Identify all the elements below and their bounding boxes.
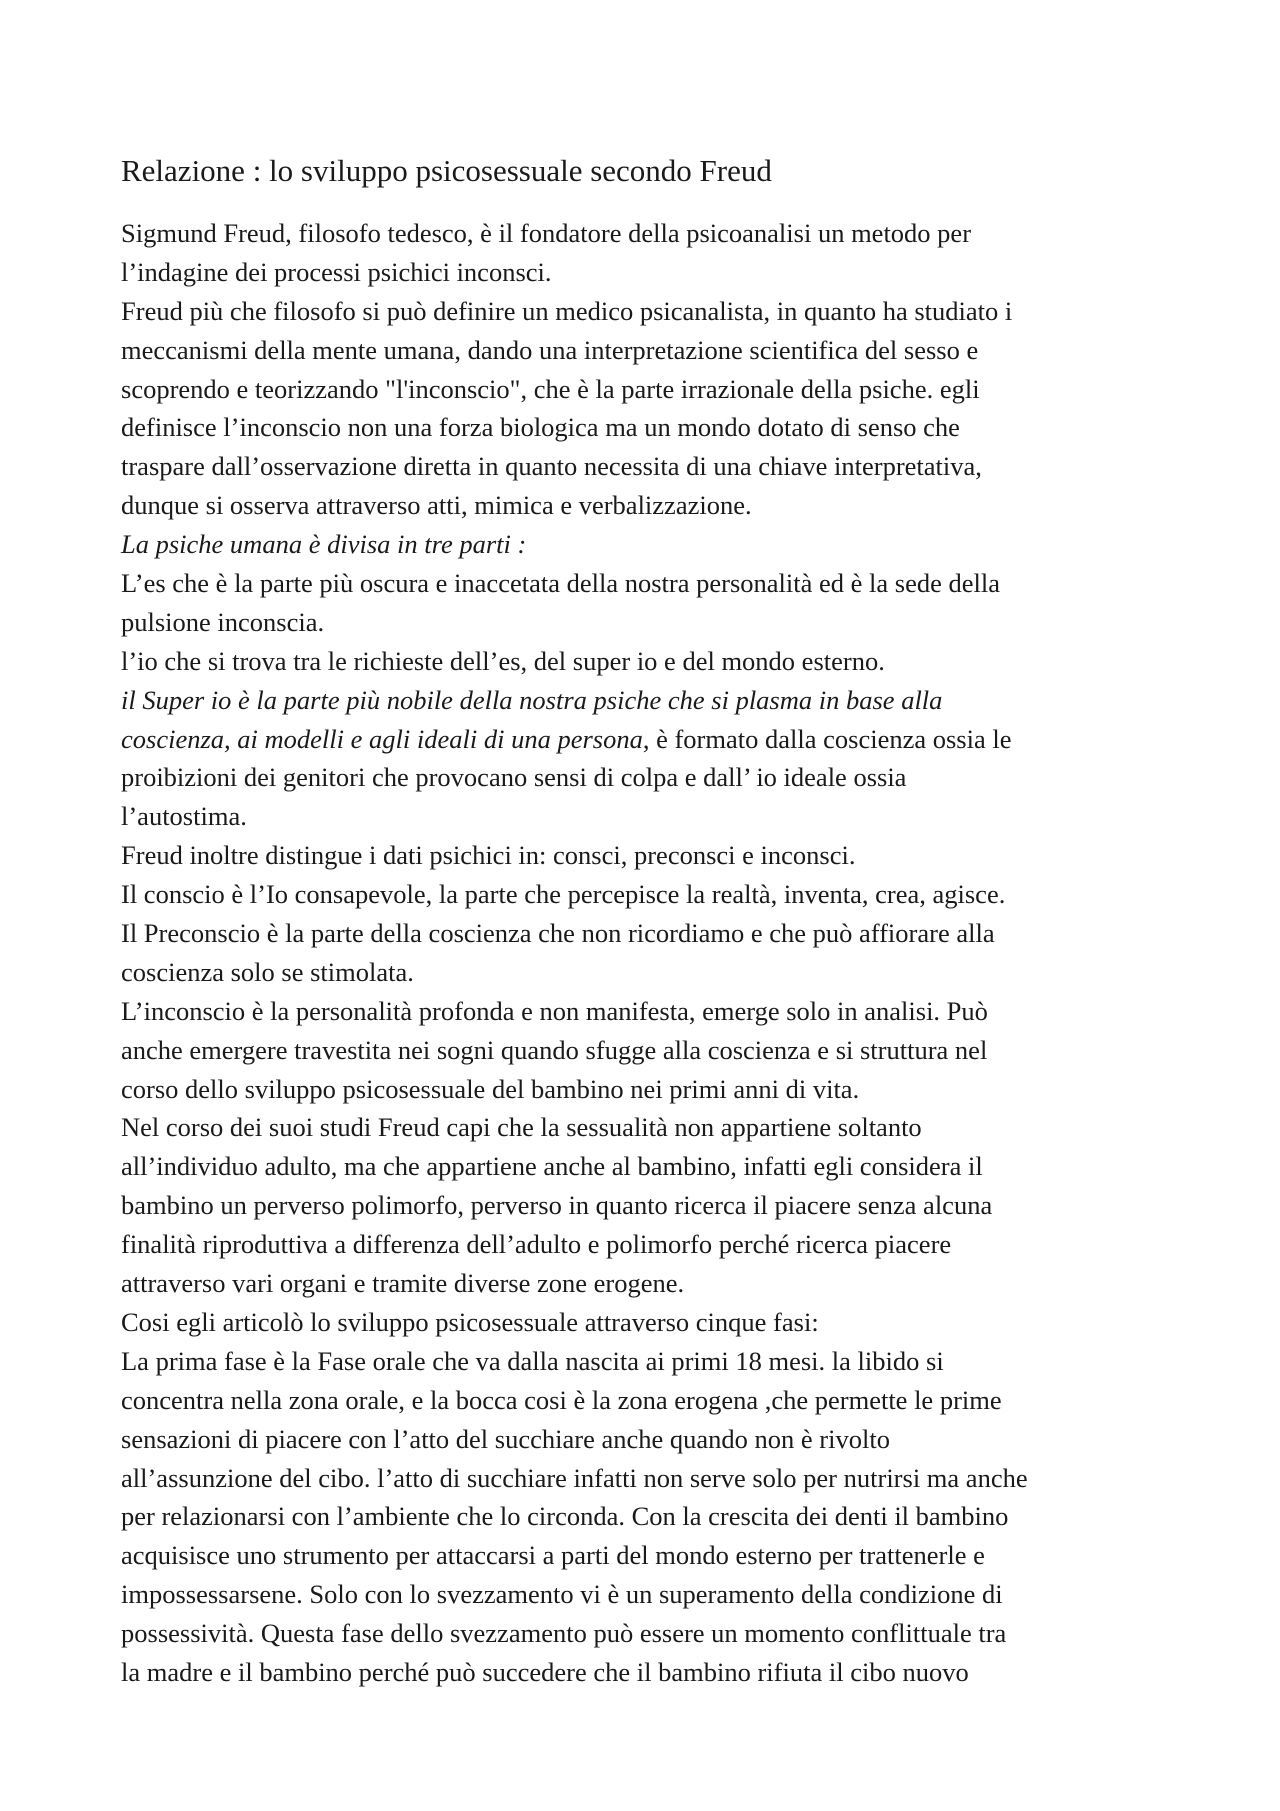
- text-segment: all’individuo adulto, ma che appartiene anche al bambino, infatti egli considera il: [121, 1151, 983, 1182]
- text-segment: L’es che è la parte più oscura e inaccetata della nostra personalità ed è la sede della: [121, 568, 1000, 599]
- text-line: [121, 1381, 1181, 1420]
- text-line: [121, 1186, 1181, 1225]
- text-line: [121, 603, 1181, 642]
- text-segment: Freud inoltre distingue i dati psichici in: consci, preconsci e inconsci.: [121, 840, 856, 871]
- text-segment: per relazionarsi con l’ambiente che lo circonda. Con la crescita dei denti il bambino: [121, 1501, 1009, 1532]
- text-line: [121, 914, 1181, 953]
- text-segment: pulsione inconscia.: [121, 606, 325, 637]
- text-line: [121, 1653, 1181, 1692]
- text-line: [121, 331, 1181, 370]
- text-segment: Freud più che filosofo si può definire un medico psicanalista, in quanto ha studiato i: [121, 295, 1013, 326]
- text-line: [121, 1575, 1181, 1614]
- text-line: [121, 642, 1181, 681]
- italic-text: coscienza, ai modelli e agli ideali di una persona: [121, 723, 643, 754]
- text-line: [121, 292, 1181, 331]
- text-segment: L’inconscio è la personalità profonda e non manifesta, emerge solo in analisi. Può: [121, 995, 988, 1026]
- text-line: [121, 1614, 1181, 1653]
- text-line: [121, 953, 1181, 992]
- text-segment: Sigmund Freud, filosofo tedesco, è il fondatore della psicoanalisi un metodo per: [121, 218, 972, 248]
- text-line: [121, 370, 1181, 409]
- text-segment: La prima fase è la Fase orale che va dalla nascita ai primi 18 mesi. la libido si: [121, 1345, 944, 1376]
- text-line: [121, 525, 1181, 564]
- text-segment: proibizioni dei genitori che provocano sensi di colpa e dall’ io ideale ossia: [121, 762, 907, 793]
- text-line: [121, 797, 1181, 836]
- italic-text: il Super io è la parte più nobile della nostra psiche che si plasma in base alla: [121, 684, 943, 715]
- text-line: [121, 758, 1181, 797]
- text-line: [121, 1108, 1181, 1147]
- text-line: [121, 1303, 1181, 1342]
- text-line: [121, 1497, 1181, 1536]
- text-segment: Il conscio è l’Io consapevole, la parte che percepisce la realtà, inventa, crea, agisce.: [121, 879, 1006, 910]
- text-segment: meccanismi della mente umana, dando una interpretazione scientifica del sesso e: [121, 334, 979, 365]
- text-segment: acquisisce uno strumento per attaccarsi a parti del mondo esterno per trattenerle e: [121, 1540, 985, 1571]
- text-segment: all’assunzione del cibo. l’atto di succhiare infatti non serve solo per nutrirsi ma anche: [121, 1462, 1028, 1493]
- text-line: [121, 1264, 1181, 1303]
- text-segment: anche emergere travestita nei sogni quando sfugge alla coscienza e si struttura nel: [121, 1034, 988, 1065]
- document-title: Relazione : lo sviluppo psicosessuale secondo Freud: [121, 153, 772, 188]
- text-line: [121, 1147, 1181, 1186]
- text-line: [121, 1536, 1181, 1575]
- text-segment: scoprendo e teorizzando "l'inconscio", che è la parte irrazionale della psiche. egli: [121, 373, 980, 404]
- text-line: [121, 1070, 1181, 1109]
- text-line: [121, 564, 1181, 603]
- text-line: [121, 447, 1181, 486]
- text-line: [121, 214, 1181, 253]
- text-line: [121, 1031, 1181, 1070]
- text-segment: dunque si osserva attraverso atti, mimica e verbalizzazione.: [121, 490, 752, 521]
- text-segment: impossessarsene. Solo con lo svezzamento vi è un superamento della condizione di: [121, 1579, 1003, 1610]
- text-line: [121, 1342, 1181, 1381]
- text-segment: coscienza solo se stimolata.: [121, 956, 414, 987]
- text-line: [121, 836, 1181, 875]
- text-segment: l’indagine dei processi psichici inconsci.: [121, 256, 552, 287]
- text-segment: , è formato dalla coscienza ossia le: [642, 723, 1012, 754]
- text-line: [121, 1420, 1181, 1459]
- text-segment: concentra nella zona orale, e la bocca cosi è la zona erogena ,che permette le prime: [121, 1384, 1002, 1415]
- text-line: [121, 875, 1181, 914]
- text-line: [121, 720, 1181, 759]
- text-line: [121, 486, 1181, 525]
- text-segment: possessività. Questa fase dello svezzamento può essere un momento conflittuale tra: [121, 1618, 1007, 1649]
- text-line: [121, 1225, 1181, 1264]
- text-segment: bambino un perverso polimorfo, perverso in quanto ricerca il piacere senza alcuna: [121, 1190, 993, 1221]
- text-segment: definisce l’inconscio non una forza biologica ma un mondo dotato di senso che: [121, 412, 960, 443]
- text-line: [121, 408, 1181, 447]
- document-body: [121, 214, 1181, 1692]
- text-line: [121, 992, 1181, 1031]
- text-line: [121, 681, 1181, 720]
- text-segment: Cosi egli articolò lo sviluppo psicosessuale attraverso cinque fasi:: [121, 1306, 819, 1337]
- text-segment: l’autostima.: [121, 801, 247, 832]
- text-segment: attraverso vari organi e tramite diverse zone erogene.: [121, 1268, 685, 1299]
- text-line: [121, 253, 1181, 292]
- text-segment: sensazioni di piacere con l’atto del succhiare anche quando non è rivolto: [121, 1423, 890, 1454]
- text-segment: corso dello sviluppo psicosessuale del bambino nei primi anni di vita.: [121, 1073, 860, 1104]
- text-segment: la madre e il bambino perché può succedere che il bambino rifiuta il cibo nuovo: [121, 1656, 969, 1687]
- text-segment: Nel corso dei suoi studi Freud capi che la sessualità non appartiene soltanto: [121, 1112, 922, 1143]
- text-segment: traspare dall’osservazione diretta in quanto necessita di una chiave interpretativa,: [121, 451, 982, 482]
- text-segment: finalità riproduttiva a differenza dell’adulto e polimorfo perché ricerca piacere: [121, 1229, 952, 1260]
- text-line: [121, 1459, 1181, 1498]
- text-segment: Il Preconscio è la parte della coscienza che non ricordiamo e che può affiorare alla: [121, 918, 995, 949]
- text-segment: l’io che si trova tra le richieste dell’es, del super io e del mondo esterno.: [121, 645, 885, 676]
- italic-text: La psiche umana è divisa in tre parti :: [121, 529, 527, 560]
